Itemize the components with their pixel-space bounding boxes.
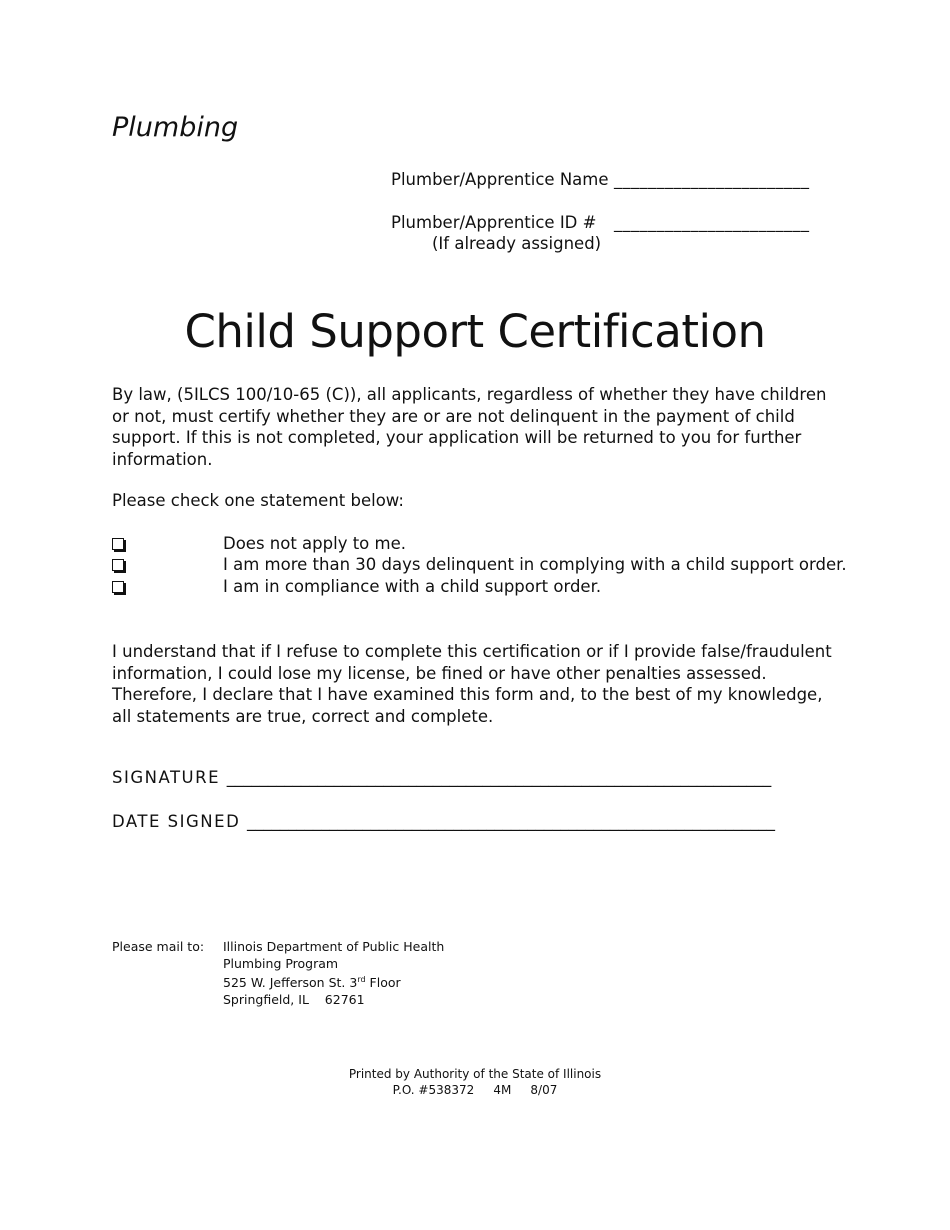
mail-address bbox=[223, 939, 444, 1008]
name-label: Plumber/Apprentice Name bbox=[391, 170, 609, 189]
mail-line-1: Illinois Department of Public Health bbox=[223, 939, 445, 954]
date-signed-label: DATE SIGNED bbox=[112, 812, 241, 831]
mail-line-4: Springfield, IL 62761 bbox=[223, 991, 365, 1007]
id-note: (If already assigned) bbox=[432, 234, 602, 253]
date-signed-line[interactable]: ________________________________________________________________ bbox=[247, 812, 776, 831]
mail-line-3: 525 W. Jefferson St. 3rd Floor bbox=[223, 975, 401, 991]
checkbox-compliance[interactable] bbox=[112, 581, 124, 593]
signature-line[interactable]: __________________________________________________________________ bbox=[226, 768, 772, 787]
option-label: I am in compliance with a child support order. bbox=[223, 577, 602, 596]
id-field-line[interactable]: _______________________ bbox=[614, 213, 810, 232]
mail-line-2: Plumbing Program bbox=[223, 955, 339, 971]
footer-po-number: P.O. #538372 4M 8/07 bbox=[392, 1083, 558, 1097]
instruction-text: Please check one statement below: bbox=[112, 491, 404, 510]
signature-row[interactable] bbox=[112, 768, 771, 787]
declaration-paragraph: I understand that if I refuse to complete this certification or if I provide false/fraudulent information, I could lose my license, be fined or have other penalties assessed. Therefore, I declare that I have examined this form and, to the best of my knowledge, all statements are true, correct and complete. bbox=[112, 642, 832, 726]
footer-authority: Printed by Authority of the State of Illinois bbox=[348, 1067, 602, 1081]
mail-label: Please mail to: bbox=[112, 939, 205, 954]
footer bbox=[0, 1066, 950, 1098]
option-label: Does not apply to me. bbox=[223, 534, 406, 553]
page-title: Child Support Certification bbox=[184, 305, 766, 358]
name-field-line[interactable]: _______________________ bbox=[614, 170, 810, 189]
option-label: I am more than 30 days delinquent in complying with a child support order. bbox=[223, 555, 847, 574]
id-label: Plumber/Apprentice ID # bbox=[391, 213, 597, 232]
intro-paragraph: By law, (5ILCS 100/10-65 (C)), all applicants, regardless of whether they have children or not, must certify whether they are or are not delinquent in the payment of child support. If this is not completed, your application will be returned to you for further information. bbox=[112, 385, 827, 469]
section-title: Plumbing bbox=[112, 112, 239, 143]
signature-label: SIGNATURE bbox=[112, 768, 221, 787]
checkbox-not-applicable[interactable] bbox=[112, 538, 124, 550]
date-signed-row[interactable] bbox=[112, 812, 775, 831]
checkbox-delinquent[interactable] bbox=[112, 559, 124, 571]
